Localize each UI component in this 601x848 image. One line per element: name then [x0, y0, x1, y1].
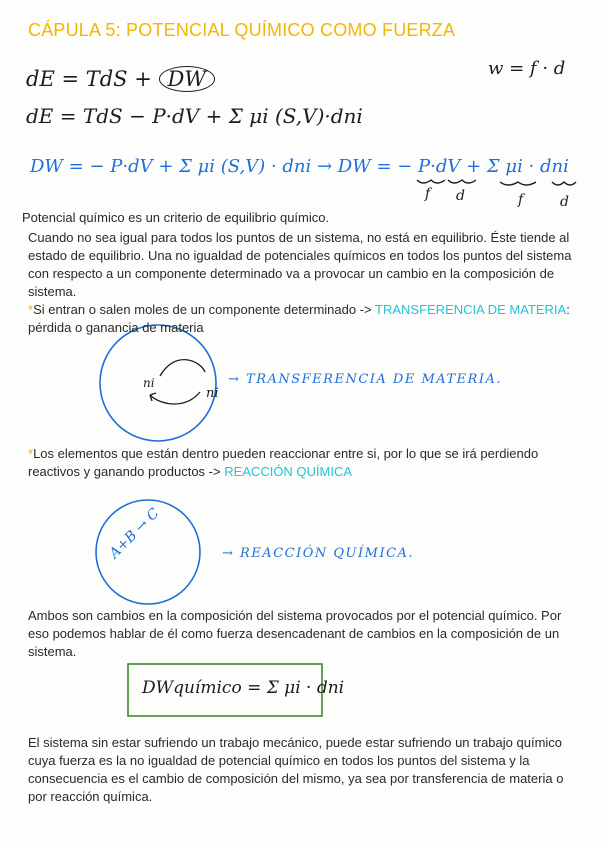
system-circle-transfer	[100, 325, 216, 441]
brace-d1	[448, 180, 476, 183]
label-d-2: d	[560, 194, 569, 210]
paragraph-force: Ambos son cambios en la composición del sistema provocados por el potencial químico. Por eso podemos hablar de él como fuerza desencadenant de cambios en la composición de un sistema.	[28, 608, 562, 659]
paragraph-criterion: Potencial químico es un criterio de equilibrio químico.	[22, 210, 330, 225]
arrow-in-curve	[160, 360, 205, 376]
circled-dw: DW	[159, 66, 215, 92]
label-f-1: f	[425, 186, 431, 202]
bullet-star: *	[28, 302, 34, 317]
brace-f2	[500, 182, 536, 185]
paragraph-reaction	[28, 445, 576, 481]
transfer-text-post: : pérdida o ganancia de materia	[28, 302, 570, 335]
work-definition: w = f · d	[488, 58, 566, 79]
paragraph-equilibrium: Cuando no sea igual para todos los puntos de un sistema, no está en equilibrio. Éste tiende al estado de equilibrio. Una no igualdad de potenciales químicos en todos los puntos del sistema con respecto a un componente determinado va a provocar un cambio en la composición de sistema.	[28, 230, 572, 299]
brace-f1	[417, 180, 445, 183]
circle-label-ni-inside: ni	[143, 376, 155, 390]
reaction-annotation: → REACCIÓN QUÍMICA.	[222, 546, 415, 561]
transfer-highlight: TRANSFERENCIA DE MATERIA	[375, 302, 567, 317]
arrow-out-curve	[150, 392, 200, 404]
transfer-text-pre: Si entran o salen moles de un componente determinado ->	[33, 302, 376, 317]
brace-d2	[552, 182, 576, 185]
reaction-highlight: REACCIÓN QUÍMICA	[224, 464, 353, 479]
reaction-text-pre: Los elementos que están dentro pueden reaccionar entre si, por lo que se irá perdiendo reactivos y ganando productos ->	[28, 446, 539, 479]
boxed-equation: DWquímico = Σ μi · dni	[142, 678, 345, 698]
reaction-equation-inside: A+B → C	[106, 505, 163, 562]
equation-de-full: dE = TdS − P·dV + Σ μi (S,V)·dni	[26, 104, 363, 128]
transfer-annotation: → TRANSFERENCIA DE MATERIA.	[228, 372, 503, 387]
paragraph-transfer	[28, 301, 576, 337]
circle-label-ni-outside: ni	[206, 386, 219, 401]
paragraph-chemical-work: El sistema sin estar sufriendo un trabajo mecánico, puede estar sufriendo un trabajo químico cuya fuerza es la no igualdad de potencial químico en todos los puntos del sistema y la consecuencia es el cambio de composición del mismo, ya sea por transferencia de materia o por reacción química.	[28, 735, 564, 804]
label-d-1: d	[456, 188, 465, 204]
bullet-star-2: *	[28, 446, 34, 461]
equation-de-left: dE = TdS +	[26, 67, 152, 91]
page-title: CÁPULA 5: POTENCIAL QUÍMICO COMO FUERZA	[28, 20, 456, 40]
blue-equation: DW = − P·dV + Σ μi (S,V) · dni → DW = − P·dV + Σ μi · dni	[30, 156, 569, 177]
label-f-2: f	[518, 192, 524, 208]
